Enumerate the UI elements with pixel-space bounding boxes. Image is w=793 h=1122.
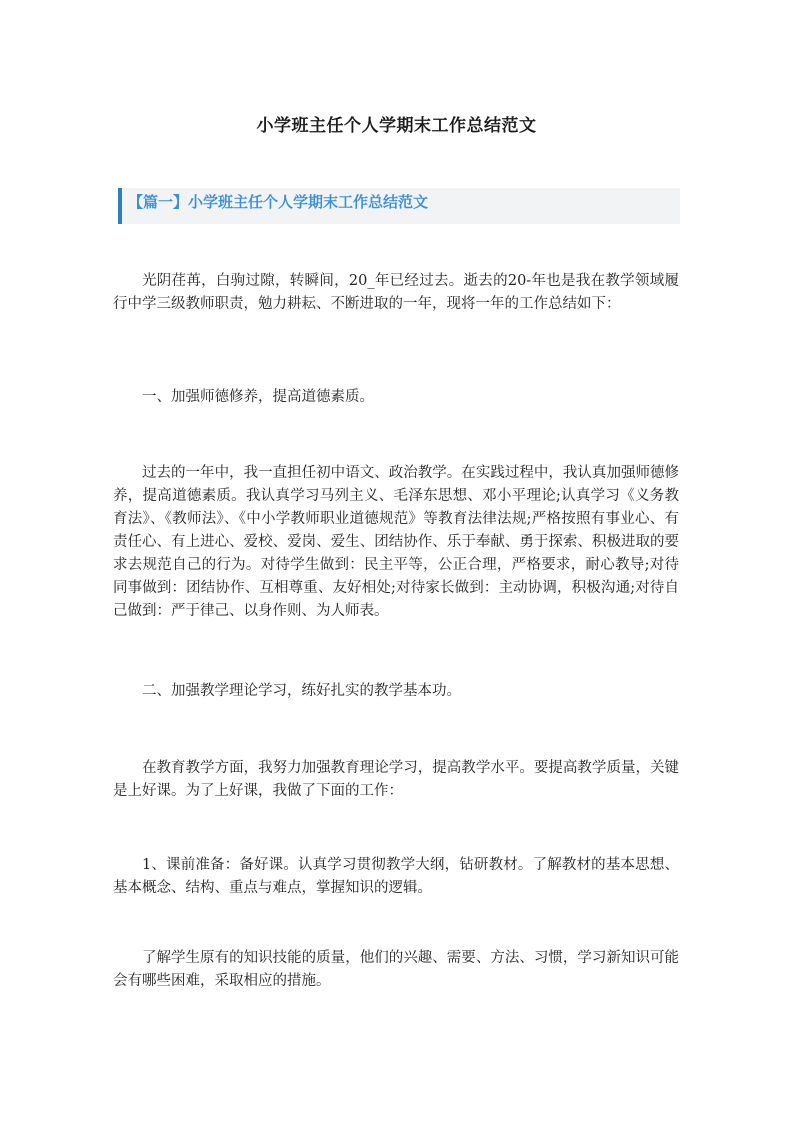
paragraph-heading-2: 二、加强教学理论学习，练好扎实的教学基本功。: [142, 683, 461, 699]
paragraph-intro: 光阴荏苒，白驹过隙，转瞬间，20_年已经过去。逝去的20-年也是我在教学领域履行中学三级教师职责，勉力耕耘、不断进取的一年，现将一年的工作总结如下：: [113, 273, 679, 312]
paragraph-preparation: 1、课前准备：备好课。认真学习贯彻教学大纲，钻研教材。了解教材的基本思想、基本概念、结构、重点与难点，掌握知识的逻辑。: [113, 857, 679, 896]
document-title: 小学班主任个人学期末工作总结范文: [256, 116, 537, 136]
paragraph-heading-1: 一、加强师德修养，提高道德素质。: [142, 389, 374, 405]
paragraph-teaching: 在教育教学方面，我努力加强教育理论学习，提高教学水平。要提高教学质量，关键是上好课。为了上好课，我做了下面的工作：: [113, 760, 679, 799]
section-header-text: 【篇一】小学班主任个人学期末工作总结范文: [128, 193, 429, 211]
paragraph-ethics: 过去的一年中，我一直担任初中语文、政治教学。在实践过程中，我认真加强师德修养，提高道德素质。我认真学习马列主义、毛泽东思想、邓小平理论;认真学习《义务教育法》、《教师法》、《中小学教师职业道德规范》等教育法律法规;严格按照有事业心、有责任心、有上进心、爱校、爱岗、爱生、团结协作、乐于奉献、勇于探索、积极进取的要求去规范自己的行为。对待学生做到：民主平等，公正合理，严格要求，耐心教导;对待同事做到：团结协作、互相尊重、友好相处;对待家长做到：主动协调，积极沟通;对待自己做到：严于律己、以身作则、为人师表。: [113, 465, 679, 619]
section-header: [118, 188, 680, 224]
paragraph-students: 了解学生原有的知识技能的质量，他们的兴趣、需要、方法、习惯，学习新知识可能会有哪些困难，采取相应的措施。: [113, 950, 679, 989]
